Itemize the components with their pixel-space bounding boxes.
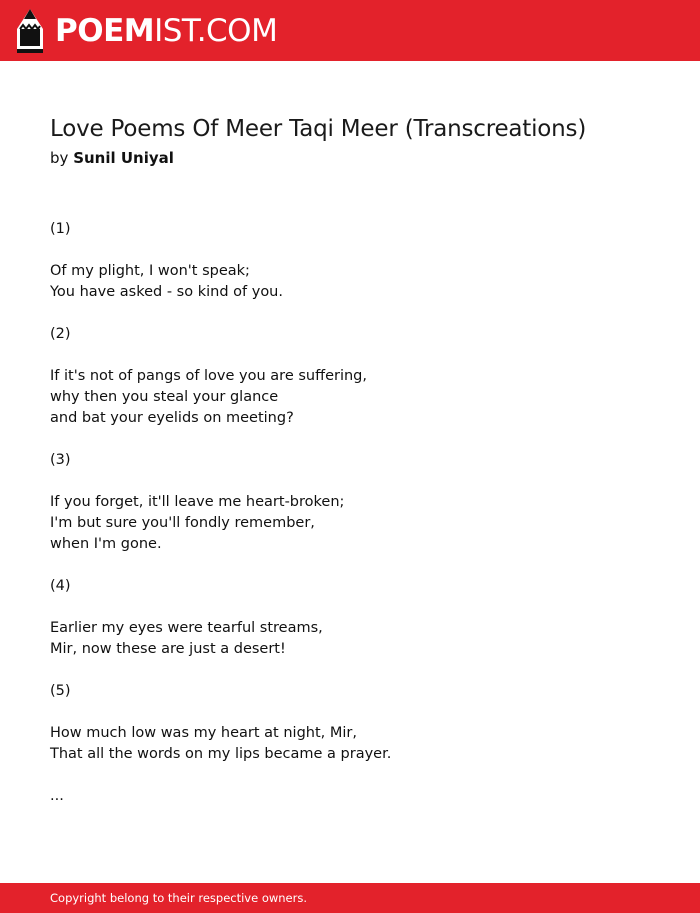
by-label: by [50,149,69,167]
poem-line [50,555,391,576]
poem-line: and bat your eyelids on meeting? [50,410,294,426]
poem-line: (1) [50,221,71,237]
poem-line: why then you steal your glance [50,389,279,405]
poem-line [50,765,391,786]
poem-line: I'm but sure you'll fondly remember, [50,515,315,531]
poem-title: Love Poems Of Meer Taqi Meer (Transcreations) [50,116,587,142]
poem-line: If you forget, it'll leave me heart-broken; [50,494,345,510]
copyright-notice: Copyright belong to their respective owners. [50,891,308,905]
site-logo[interactable] [17,8,277,54]
poem-line: (3) [50,452,71,468]
pencil-icon [17,9,43,53]
poem-line: How much low was my heart at night, Mir, [50,725,357,741]
author-link[interactable]: Sunil Uniyal [73,149,174,167]
poem-line: You have asked - so kind of you. [50,284,283,300]
poem-line [50,303,391,324]
brand-name [55,8,277,54]
poem-line [50,429,391,450]
poem-line: If it's not of pangs of love you are suffering, [50,368,367,384]
poem-line: when I'm gone. [50,536,162,552]
poem-line [50,597,391,618]
poem-line [50,660,391,681]
poem-line: Of my plight, I won't speak; [50,263,250,279]
poem-line: Earlier my eyes were tearful streams, [50,620,323,636]
poem-line: (4) [50,578,71,594]
poem-body [50,219,391,807]
brand-name-light: IST.COM [154,13,278,49]
poem-line: ... [50,788,64,804]
site-header [0,0,700,61]
poem-line [50,702,391,723]
brand-name-bold: POEM [55,13,155,49]
poem-line: (2) [50,326,71,342]
poem-line: (5) [50,683,71,699]
poem-line: Mir, now these are just a desert! [50,641,286,657]
poem-line: That all the words on my lips became a prayer. [50,746,392,762]
poem-line [50,345,391,366]
site-footer [0,883,700,913]
poem-line [50,240,391,261]
byline [50,149,174,167]
poem-line [50,471,391,492]
